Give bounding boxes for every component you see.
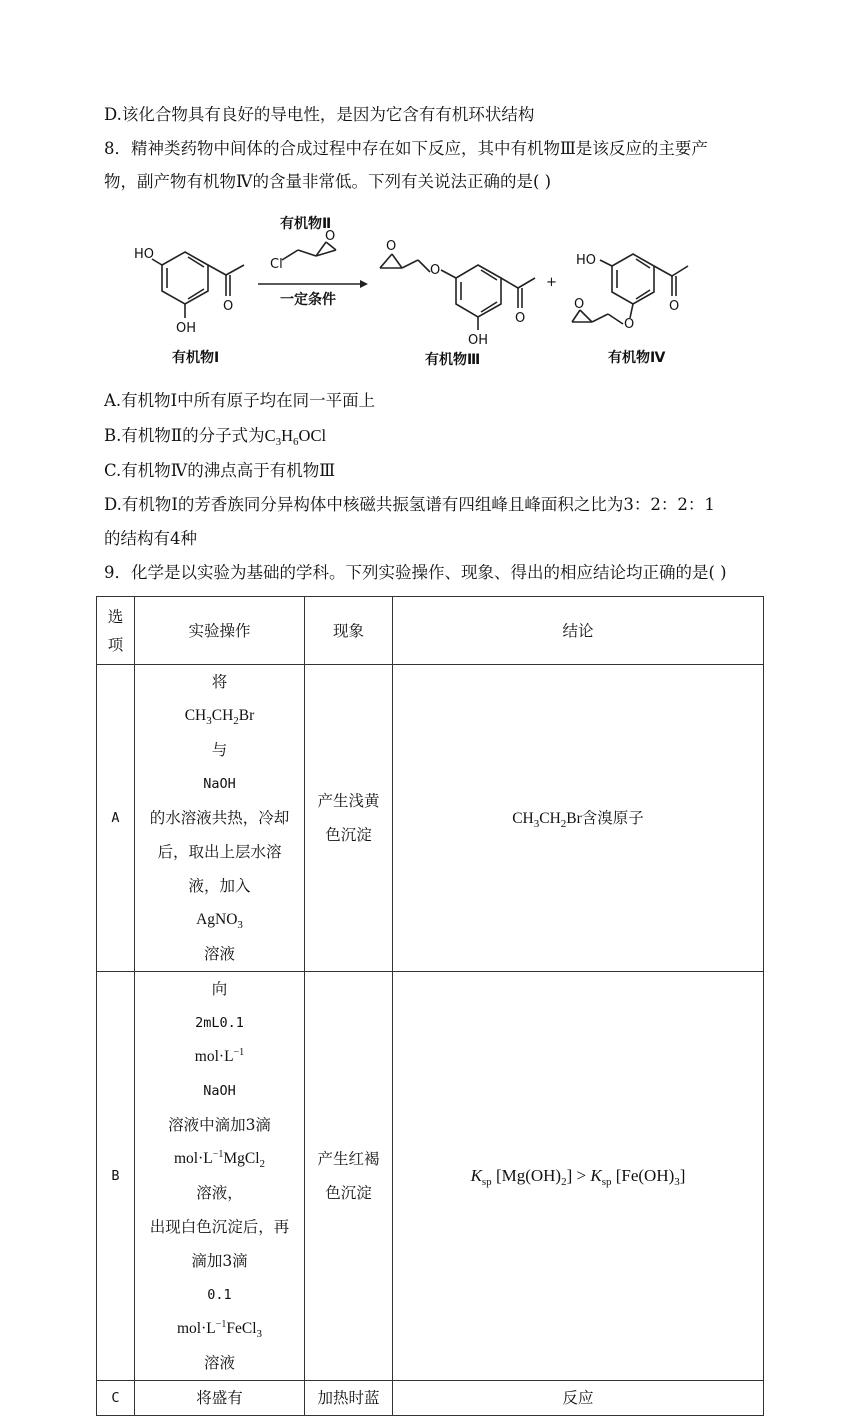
row-conclusion: $CH_3CH_2Br$含溴原子 xyxy=(393,665,764,972)
row-phenomenon: 加热时蓝 xyxy=(305,1381,393,1416)
table-row xyxy=(97,665,764,972)
row-phenomenon: 产生浅黄 色沉淀 xyxy=(305,665,393,972)
q9-stem: 9．化学是以实验为基础的学科。下列实验操作、现象、得出的相应结论均正确的是( ) xyxy=(104,563,727,582)
row-conclusion: $K_{sp}$ $[Mg(OH)_2] > K_{sp}$ $[Fe(OH)_3]$ xyxy=(393,972,764,1381)
row-operation: 向 2mL0.1 $mol\cdot L^{-1}$ NaOH 溶液中滴加3滴 $mol\cdot L^{-1}MgCl_2$ 溶液， 出现白色沉淀后，再 滴加3滴 0.1 $mol\cdot L^{-1}FeCl_3$ 溶液 xyxy=(135,972,305,1381)
row-conclusion: 反应 xyxy=(393,1381,764,1416)
option-b-formula: $C_3H_6OCl$ xyxy=(264,426,327,448)
q8-option-c: C.有机物Ⅳ的沸点高于有机物Ⅲ xyxy=(104,461,336,480)
svg-text:O: O xyxy=(515,311,526,326)
row-option: B xyxy=(97,972,135,1381)
row-option: A xyxy=(97,665,135,972)
svg-text:O: O xyxy=(430,263,441,278)
q8-option-d-line2: 的结构有4种 xyxy=(104,529,197,548)
svg-text:OH: OH xyxy=(468,333,489,348)
reagent-cl: Cl xyxy=(270,257,283,272)
svg-text:O: O xyxy=(386,239,397,254)
reaction-arrow-group xyxy=(258,215,368,308)
header-phenomenon: 现象 xyxy=(305,597,393,665)
table-header-row xyxy=(97,597,764,665)
row-phenomenon: 产生红褐 色沉淀 xyxy=(305,972,393,1381)
svg-text:O: O xyxy=(624,317,635,332)
reaction-scheme xyxy=(130,210,730,380)
compound-1-oh: OH xyxy=(176,321,197,336)
plus-sign: + xyxy=(546,275,557,290)
svg-text:O: O xyxy=(669,299,680,314)
row-operation: 将 $CH_3CH_2Br$ 与 NaOH 的水溶液共热，冷却 后，取出上层水溶 液，加入 AgNO$_3$ 溶液 xyxy=(135,665,305,972)
reagent-o: O xyxy=(325,229,336,244)
compound-4-label: 有机物Ⅳ xyxy=(608,350,666,366)
compound-3-label: 有机物Ⅲ xyxy=(425,352,481,368)
compound-1-ho: HO xyxy=(134,247,155,262)
svg-text:HO: HO xyxy=(576,253,597,268)
table-row xyxy=(97,972,764,1381)
q8-stem-line1: 8．精神类药物中间体的合成过程中存在如下反应，其中有机物Ⅲ是该反应的主要产 xyxy=(104,139,708,158)
compound-4-structure xyxy=(572,253,688,366)
reagent-label: 有机物Ⅱ xyxy=(280,216,332,232)
table-row xyxy=(97,1381,764,1416)
row-operation: 将盛有 xyxy=(135,1381,305,1416)
q8-option-a: A.有机物Ⅰ中所有原子均在同一平面上 xyxy=(104,391,376,410)
header-option: 选 项 xyxy=(97,597,135,665)
compound-1-structure xyxy=(134,247,244,366)
q7-option-d: D.该化合物具有良好的导电性，是因为它含有有机环状结构 xyxy=(104,105,535,124)
compound-3-structure xyxy=(380,239,535,368)
q8-stem-line2: 物，副产物有机物Ⅳ的含量非常低。下列有关说法正确的是( ) xyxy=(104,172,552,191)
q8-option-d-line1: D.有机物Ⅰ的芳香族同分异构体中核磁共振氢谱有四组峰且峰面积之比为3：2：2：1 xyxy=(104,495,715,514)
row-option: C xyxy=(97,1381,135,1416)
header-conclusion: 结论 xyxy=(393,597,764,665)
compound-1-label: 有机物Ⅰ xyxy=(172,350,220,366)
header-operation: 实验操作 xyxy=(135,597,305,665)
svg-text:O: O xyxy=(574,297,585,312)
q8-option-b: B.有机物Ⅱ的分子式为$C_3H_6OCl$ xyxy=(104,426,327,448)
compound-1-o: O xyxy=(223,299,234,314)
experiment-table xyxy=(96,596,764,1416)
condition-label: 一定条件 xyxy=(280,292,336,308)
